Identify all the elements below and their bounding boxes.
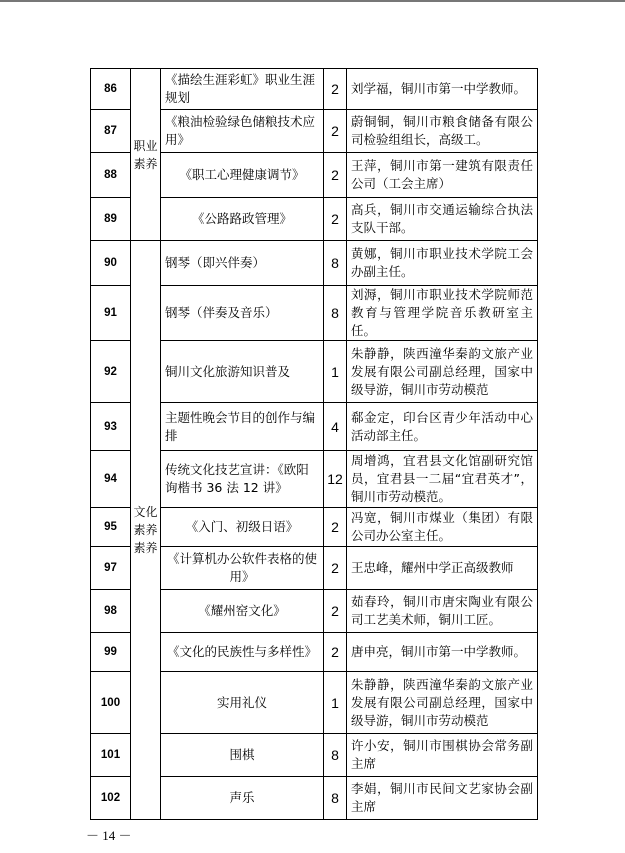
table-row bbox=[91, 69, 538, 110]
row-number: 97 bbox=[91, 547, 131, 590]
teacher-info: 冯宽，铜川市煤业（集团）有限公司办公室主任。 bbox=[347, 508, 538, 547]
teacher-info: 唐申亮，铜川市第一中学教师。 bbox=[347, 633, 538, 672]
course-hours: 2 bbox=[324, 633, 347, 672]
course-hours: 2 bbox=[324, 110, 347, 153]
course-name: 实用礼仪 bbox=[161, 672, 324, 734]
course-name: 《描绘生涯彩虹》职业生涯规划 bbox=[161, 69, 324, 110]
category-label: 职业素养 bbox=[133, 138, 158, 171]
teacher-info: 许小安，铜川市围棋协会常务副主席 bbox=[347, 734, 538, 777]
row-number: 92 bbox=[91, 341, 131, 403]
category-cell-cultural bbox=[131, 241, 161, 820]
teacher-info: 茹春玲，铜川市唐宋陶业有限公司工艺美术师，铜川工匠。 bbox=[347, 590, 538, 633]
course-hours: 2 bbox=[324, 547, 347, 590]
course-hours: 8 bbox=[324, 777, 347, 820]
course-hours: 1 bbox=[324, 672, 347, 734]
category-label: 文化素养素养 bbox=[133, 505, 158, 555]
page-number: － 14 － bbox=[86, 828, 132, 843]
course-hours: 8 bbox=[324, 286, 347, 341]
course-name: 传统文化技艺宣讲：《欧阳询楷书 36 法 12 讲》 bbox=[161, 451, 324, 508]
row-number: 89 bbox=[91, 198, 131, 241]
row-number: 102 bbox=[91, 777, 131, 820]
teacher-info: 高兵，铜川市交通运输综合执法支队干部。 bbox=[347, 198, 538, 241]
course-hours: 2 bbox=[324, 590, 347, 633]
teacher-info: 朱静静，陕西潼华秦韵文旅产业发展有限公司副总经理，国家中级导游，铜川市劳动模范 bbox=[347, 672, 538, 734]
course-name: 《粮油检验绿色储粮技术应用》 bbox=[161, 110, 324, 153]
row-number: 94 bbox=[91, 451, 131, 508]
course-name: 围棋 bbox=[161, 734, 324, 777]
course-name: 《文化的民族性与多样性》 bbox=[161, 633, 324, 672]
course-name: 《公路路政管理》 bbox=[161, 198, 324, 241]
teacher-info: 郗金定，印台区青少年活动中心活动部主任。 bbox=[347, 403, 538, 451]
course-name: 《入门、初级日语》 bbox=[161, 508, 324, 547]
row-number: 87 bbox=[91, 110, 131, 153]
course-hours: 1 bbox=[324, 341, 347, 403]
row-number: 95 bbox=[91, 508, 131, 547]
row-number: 86 bbox=[91, 69, 131, 110]
course-name: 主题性晚会节目的创作与编排 bbox=[161, 403, 324, 451]
teacher-info: 黄娜，铜川市职业技术学院工会办副主任。 bbox=[347, 241, 538, 286]
course-name: 铜川文化旅游知识普及 bbox=[161, 341, 324, 403]
course-hours: 2 bbox=[324, 153, 347, 198]
row-number: 101 bbox=[91, 734, 131, 777]
course-hours: 2 bbox=[324, 508, 347, 547]
table-row bbox=[91, 241, 538, 286]
teacher-info: 刘溽，铜川市职业技术学院师范教育与管理学院音乐教研室主任。 bbox=[347, 286, 538, 341]
row-number: 98 bbox=[91, 590, 131, 633]
course-hours: 2 bbox=[324, 69, 347, 110]
course-name: 声乐 bbox=[161, 777, 324, 820]
teacher-info: 王萍，铜川市第一建筑有限责任公司（工会主席） bbox=[347, 153, 538, 198]
teacher-info: 朱静静，陕西潼华秦韵文旅产业发展有限公司副总经理，国家中级导游，铜川市劳动模范 bbox=[347, 341, 538, 403]
course-name: 《耀州窑文化》 bbox=[161, 590, 324, 633]
teacher-info: 蔚铜铜，铜川市粮食储备有限公司检验组组长，高级工。 bbox=[347, 110, 538, 153]
row-number: 93 bbox=[91, 403, 131, 451]
row-number: 90 bbox=[91, 241, 131, 286]
teacher-info: 刘学福，铜川市第一中学教师。 bbox=[347, 69, 538, 110]
teacher-info: 周增鸿，宜君县文化馆副研究馆员，宜君县一二届“宜君英才”，铜川市劳动模范。 bbox=[347, 451, 538, 508]
course-hours: 2 bbox=[324, 198, 347, 241]
course-hours: 4 bbox=[324, 403, 347, 451]
row-number: 100 bbox=[91, 672, 131, 734]
category-cell-professional bbox=[131, 69, 161, 241]
course-name: 钢琴（伴奏及音乐） bbox=[161, 286, 324, 341]
course-name: 钢琴（即兴伴奏） bbox=[161, 241, 324, 286]
row-number: 99 bbox=[91, 633, 131, 672]
row-number: 91 bbox=[91, 286, 131, 341]
course-name: 《职工心理健康调节》 bbox=[161, 153, 324, 198]
course-table bbox=[90, 68, 538, 820]
row-number: 88 bbox=[91, 153, 131, 198]
course-hours: 12 bbox=[324, 451, 347, 508]
page-top-border bbox=[0, 0, 625, 2]
course-hours: 8 bbox=[324, 241, 347, 286]
teacher-info: 李娟，铜川市民间文艺家协会副主席 bbox=[347, 777, 538, 820]
course-name: 《计算机办公软件表格的使用》 bbox=[161, 547, 324, 590]
course-hours: 8 bbox=[324, 734, 347, 777]
teacher-info: 王忠峰，耀州中学正高级教师 bbox=[347, 547, 538, 590]
